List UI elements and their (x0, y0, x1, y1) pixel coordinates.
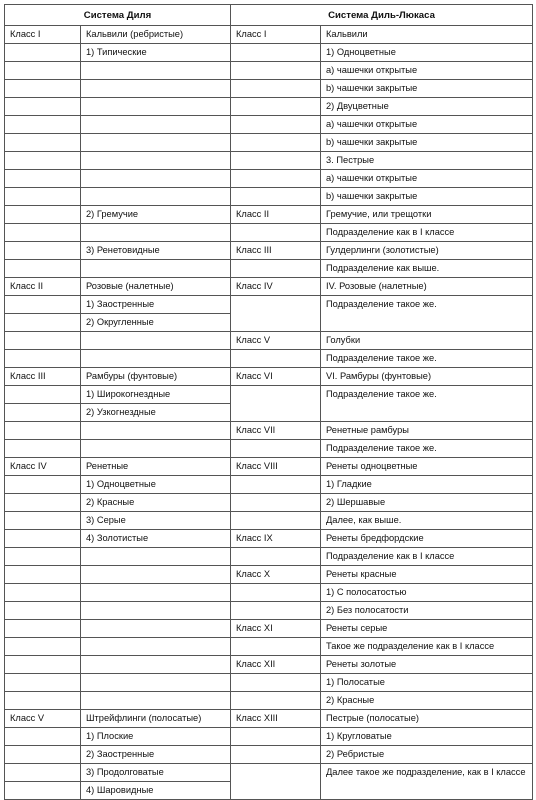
dil-group-cell (81, 260, 231, 278)
table-row (5, 44, 533, 62)
lucas-class-cell (231, 98, 321, 116)
dil-class-cell (5, 314, 81, 332)
lucas-group-cell: b) чашечки закрытые (321, 134, 533, 152)
table-row (5, 80, 533, 98)
lucas-group-cell: 2) Шершавые (321, 494, 533, 512)
table-row (5, 242, 533, 260)
lucas-group-cell: Подразделение такое же. (321, 296, 533, 332)
dil-class-cell (5, 152, 81, 170)
lucas-class-cell (231, 548, 321, 566)
lucas-class-cell (231, 638, 321, 656)
lucas-class-cell: Класс IV (231, 278, 321, 296)
dil-group-cell: Ренетные (81, 458, 231, 476)
dil-class-cell (5, 422, 81, 440)
table-row (5, 602, 533, 620)
table-row (5, 458, 533, 476)
table-row (5, 206, 533, 224)
dil-group-cell: 1) Типические (81, 44, 231, 62)
lucas-class-cell (231, 224, 321, 242)
dil-class-cell (5, 620, 81, 638)
lucas-class-cell: Класс XIII (231, 710, 321, 728)
table-row (5, 548, 533, 566)
lucas-class-cell: Класс VII (231, 422, 321, 440)
dil-class-cell (5, 692, 81, 710)
dil-class-cell (5, 44, 81, 62)
dil-group-cell: 2) Заостренные (81, 746, 231, 764)
table-row (5, 62, 533, 80)
table-row (5, 260, 533, 278)
dil-group-cell (81, 134, 231, 152)
dil-class-cell (5, 476, 81, 494)
header-system-dil: Система Диля (5, 5, 231, 26)
dil-class-cell (5, 224, 81, 242)
table-row (5, 692, 533, 710)
lucas-group-cell: Подразделение как выше. (321, 260, 533, 278)
table-row (5, 152, 533, 170)
table-row (5, 422, 533, 440)
dil-group-cell: 2) Узкогнездные (81, 404, 231, 422)
lucas-class-cell (231, 584, 321, 602)
lucas-class-cell: Класс III (231, 242, 321, 260)
dil-class-cell (5, 782, 81, 800)
classification-table-container (4, 4, 532, 800)
table-row (5, 224, 533, 242)
table-row (5, 278, 533, 296)
table-row (5, 368, 533, 386)
dil-group-cell (81, 422, 231, 440)
lucas-class-cell (231, 80, 321, 98)
lucas-class-cell (231, 728, 321, 746)
lucas-group-cell: Ренетные рамбуры (321, 422, 533, 440)
table-row (5, 638, 533, 656)
table-row (5, 566, 533, 584)
table-row (5, 98, 533, 116)
lucas-class-cell (231, 512, 321, 530)
table-row (5, 710, 533, 728)
lucas-class-cell (231, 350, 321, 368)
lucas-class-cell (231, 494, 321, 512)
dil-class-cell (5, 494, 81, 512)
table-row (5, 764, 533, 782)
table-row (5, 476, 533, 494)
lucas-class-cell (231, 296, 321, 332)
lucas-group-cell: Подразделение как в I классе (321, 548, 533, 566)
dil-group-cell: 3) Ренетовидные (81, 242, 231, 260)
dil-class-cell (5, 674, 81, 692)
dil-class-cell (5, 764, 81, 782)
lucas-group-cell: Подразделение такое же. (321, 350, 533, 368)
lucas-group-cell: Ренеты одноцветные (321, 458, 533, 476)
dil-group-cell: 4) Золотистые (81, 530, 231, 548)
dil-group-cell (81, 638, 231, 656)
dil-group-cell (81, 188, 231, 206)
lucas-group-cell: 2) Красные (321, 692, 533, 710)
dil-class-cell (5, 242, 81, 260)
lucas-class-cell (231, 440, 321, 458)
dil-class-cell (5, 566, 81, 584)
dil-group-cell (81, 62, 231, 80)
dil-group-cell: 1) Одноцветные (81, 476, 231, 494)
lucas-group-cell: IV. Розовые (налетные) (321, 278, 533, 296)
lucas-group-cell: Подразделение такое же. (321, 440, 533, 458)
table-row (5, 584, 533, 602)
dil-class-cell (5, 62, 81, 80)
lucas-class-cell (231, 746, 321, 764)
dil-class-cell (5, 170, 81, 188)
lucas-group-cell: 1) Одноцветные (321, 44, 533, 62)
lucas-class-cell (231, 476, 321, 494)
dil-class-cell: Класс I (5, 26, 81, 44)
lucas-class-cell (231, 674, 321, 692)
lucas-class-cell (231, 62, 321, 80)
lucas-group-cell: Кальвили (321, 26, 533, 44)
lucas-group-cell: 1) С полосатостью (321, 584, 533, 602)
lucas-class-cell: Класс X (231, 566, 321, 584)
dil-group-cell: 1) Плоские (81, 728, 231, 746)
lucas-group-cell: 1) Гладкие (321, 476, 533, 494)
dil-group-cell: 1) Широкогнездные (81, 386, 231, 404)
lucas-group-cell: 3. Пестрые (321, 152, 533, 170)
dil-group-cell: 2) Округленные (81, 314, 231, 332)
dil-group-cell (81, 692, 231, 710)
lucas-group-cell: b) чашечки закрытые (321, 80, 533, 98)
lucas-class-cell (231, 44, 321, 62)
table-row (5, 512, 533, 530)
dil-group-cell (81, 332, 231, 350)
dil-class-cell (5, 80, 81, 98)
table-row (5, 728, 533, 746)
dil-class-cell (5, 134, 81, 152)
dil-class-cell (5, 260, 81, 278)
table-row (5, 26, 533, 44)
lucas-group-cell: 1) Кругловатые (321, 728, 533, 746)
lucas-group-cell: а) чашечки открытые (321, 62, 533, 80)
dil-class-cell (5, 530, 81, 548)
table-row (5, 134, 533, 152)
lucas-group-cell: 1) Полосатые (321, 674, 533, 692)
table-body (5, 26, 533, 800)
dil-group-cell (81, 224, 231, 242)
dil-class-cell: Класс V (5, 710, 81, 728)
lucas-group-cell: Ренеты красные (321, 566, 533, 584)
dil-class-cell: Класс III (5, 368, 81, 386)
dil-group-cell: Кальвили (ребристые) (81, 26, 231, 44)
dil-group-cell (81, 98, 231, 116)
dil-class-cell (5, 296, 81, 314)
table-header-row (5, 5, 533, 26)
lucas-class-cell (231, 692, 321, 710)
dil-group-cell: Штрейфлинги (полосатые) (81, 710, 231, 728)
lucas-group-cell: Гулдерлинги (золотистые) (321, 242, 533, 260)
lucas-group-cell: Ренеты золотые (321, 656, 533, 674)
lucas-class-cell: Класс XII (231, 656, 321, 674)
lucas-group-cell: 2) Ребристые (321, 746, 533, 764)
dil-class-cell (5, 746, 81, 764)
lucas-group-cell: b) чашечки закрытые (321, 188, 533, 206)
dil-class-cell (5, 332, 81, 350)
dil-class-cell (5, 728, 81, 746)
dil-class-cell (5, 188, 81, 206)
dil-group-cell: 4) Шаровидные (81, 782, 231, 800)
lucas-class-cell (231, 386, 321, 422)
dil-group-cell: Розовые (налетные) (81, 278, 231, 296)
lucas-group-cell: Такое же подразделение как в I классе (321, 638, 533, 656)
table-row (5, 332, 533, 350)
dil-group-cell: 2) Красные (81, 494, 231, 512)
dil-class-cell (5, 206, 81, 224)
lucas-class-cell: Класс V (231, 332, 321, 350)
dil-group-cell (81, 656, 231, 674)
lucas-group-cell: Пестрые (полосатые) (321, 710, 533, 728)
table-row (5, 170, 533, 188)
dil-class-cell (5, 98, 81, 116)
table-row (5, 656, 533, 674)
dil-group-cell (81, 566, 231, 584)
table-row (5, 620, 533, 638)
table-row (5, 674, 533, 692)
lucas-class-cell (231, 188, 321, 206)
lucas-class-cell (231, 260, 321, 278)
lucas-class-cell: Класс VIII (231, 458, 321, 476)
lucas-group-cell: 2) Двуцветные (321, 98, 533, 116)
dil-class-cell (5, 512, 81, 530)
dil-class-cell (5, 638, 81, 656)
dil-group-cell: 3) Серые (81, 512, 231, 530)
lucas-group-cell: а) чашечки открытые (321, 116, 533, 134)
dil-class-cell (5, 584, 81, 602)
dil-class-cell (5, 116, 81, 134)
lucas-class-cell (231, 152, 321, 170)
lucas-group-cell: Далее такое же подразделение, как в I классе (321, 764, 533, 800)
dil-group-cell (81, 440, 231, 458)
header-system-dil-lucas: Система Диль-Люкаса (231, 5, 533, 26)
table-row (5, 494, 533, 512)
dil-group-cell (81, 620, 231, 638)
dil-group-cell (81, 674, 231, 692)
lucas-group-cell: Подразделение как в I классе (321, 224, 533, 242)
lucas-group-cell: а) чашечки открытые (321, 170, 533, 188)
dil-group-cell (81, 80, 231, 98)
lucas-group-cell: Подразделение такое же. (321, 386, 533, 422)
table-row (5, 746, 533, 764)
lucas-class-cell (231, 602, 321, 620)
lucas-group-cell: Далее, как выше. (321, 512, 533, 530)
lucas-class-cell (231, 134, 321, 152)
lucas-group-cell: VI. Рамбуры (фунтовые) (321, 368, 533, 386)
lucas-group-cell: Гремучие, или трещотки (321, 206, 533, 224)
dil-group-cell (81, 584, 231, 602)
dil-class-cell (5, 350, 81, 368)
dil-class-cell: Класс IV (5, 458, 81, 476)
lucas-class-cell: Класс VI (231, 368, 321, 386)
dil-group-cell (81, 602, 231, 620)
lucas-class-cell: Класс II (231, 206, 321, 224)
table-row (5, 530, 533, 548)
dil-group-cell: 2) Гремучие (81, 206, 231, 224)
dil-group-cell: 3) Продолговатые (81, 764, 231, 782)
lucas-class-cell (231, 764, 321, 800)
dil-class-cell (5, 548, 81, 566)
lucas-group-cell: 2) Без полосатости (321, 602, 533, 620)
dil-group-cell (81, 548, 231, 566)
lucas-class-cell: Класс XI (231, 620, 321, 638)
table-row (5, 296, 533, 314)
table-row (5, 350, 533, 368)
dil-class-cell (5, 656, 81, 674)
dil-group-cell: Рамбуры (фунтовые) (81, 368, 231, 386)
lucas-class-cell: Класс IX (231, 530, 321, 548)
dil-group-cell (81, 152, 231, 170)
lucas-class-cell: Класс I (231, 26, 321, 44)
table-row (5, 188, 533, 206)
dil-class-cell (5, 404, 81, 422)
lucas-class-cell (231, 170, 321, 188)
table-row (5, 440, 533, 458)
lucas-group-cell: Ренеты серые (321, 620, 533, 638)
dil-group-cell (81, 170, 231, 188)
dil-group-cell (81, 116, 231, 134)
dil-group-cell (81, 350, 231, 368)
table-row (5, 386, 533, 404)
lucas-class-cell (231, 116, 321, 134)
table-row (5, 116, 533, 134)
lucas-group-cell: Ренеты бредфордские (321, 530, 533, 548)
dil-class-cell: Класс II (5, 278, 81, 296)
dil-class-cell (5, 602, 81, 620)
classification-table (4, 4, 533, 800)
dil-class-cell (5, 440, 81, 458)
dil-group-cell: 1) Заостренные (81, 296, 231, 314)
dil-class-cell (5, 386, 81, 404)
lucas-group-cell: Голубки (321, 332, 533, 350)
